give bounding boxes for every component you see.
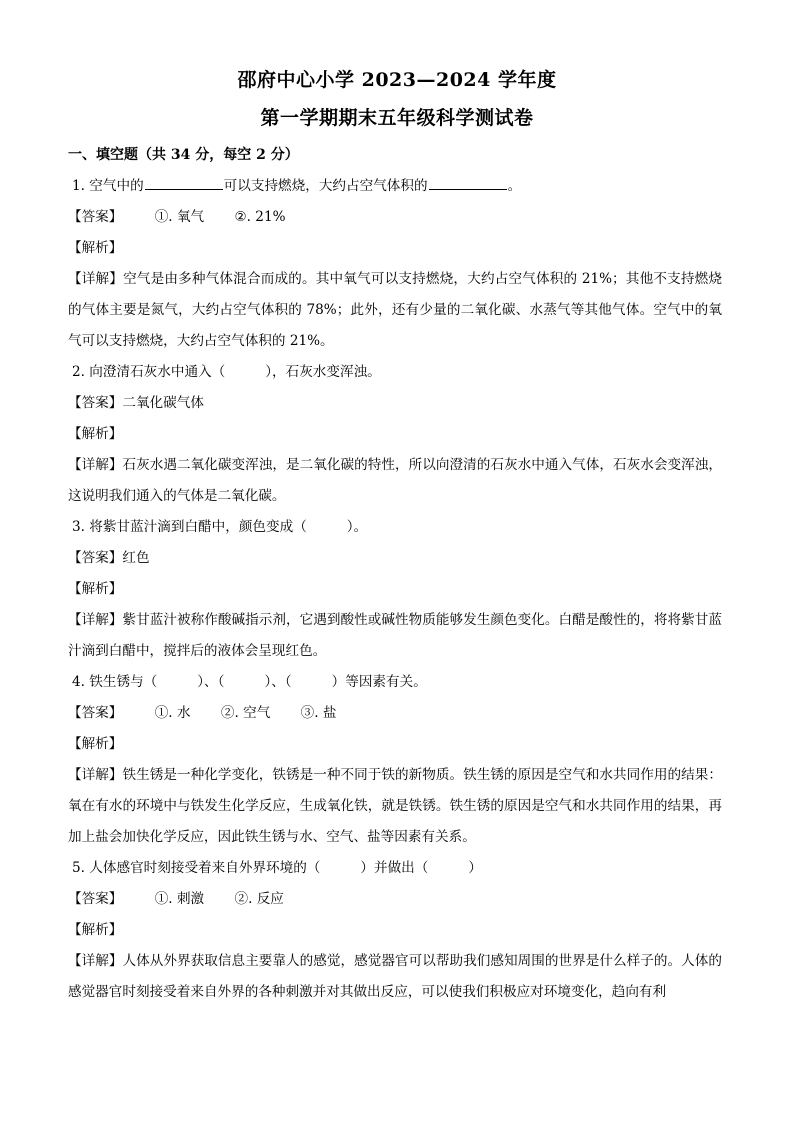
question-2-text-a: 2. 向澄清石灰水中通入（ [72, 364, 226, 380]
question-2 [72, 357, 722, 388]
question-4 [72, 667, 722, 698]
question-5-text-c: ） [468, 860, 482, 876]
question-3-text-a: 3. 将紫甘蓝汁滴到白醋中，颜色变成（ [72, 519, 307, 535]
answer-text: . 空气 [234, 705, 271, 721]
answer-label: 【答案】 [68, 395, 123, 411]
detail-paragraph-4 [68, 760, 722, 853]
analysis-label: 【解析】 [68, 581, 123, 597]
answer-blank [429, 175, 507, 190]
detail-paragraph-3 [68, 605, 722, 667]
detail-paragraph-1 [68, 264, 722, 357]
analysis-label: 【解析】 [68, 736, 123, 752]
analysis-label: 【解析】 [68, 922, 123, 938]
answer-text: . 反应 [248, 891, 284, 907]
answer-row-5 [68, 884, 722, 915]
answer-row-2 [68, 388, 722, 419]
answer-row-1 [68, 202, 722, 233]
detail-label: 【详解】 [68, 767, 123, 783]
answer-label: 【答案】 [68, 209, 123, 225]
answer-text: 二氧化碳气体 [122, 395, 204, 411]
answer-text: 红色 [122, 550, 150, 566]
question-4-text-a: 4. 铁生锈与（ [72, 674, 158, 690]
question-2-text-b: ），石灰水变浑浊。 [265, 364, 381, 380]
answer-item [234, 202, 285, 233]
detail-label: 【详解】 [68, 953, 123, 969]
answer-number: ② [220, 705, 235, 721]
question-3 [72, 512, 722, 543]
answer-text: . 水 [168, 705, 191, 721]
analysis-label: 【解析】 [68, 426, 123, 442]
answer-text: . 氧气 [168, 209, 205, 225]
detail-paragraph-5 [68, 946, 722, 1008]
detail-text: 石灰水遇二氧化碳变浑浊，是二氧化碳的特性，所以向澄清的石灰水中通入气体，石灰水会变浑浊，这说明我们通入的气体是二氧化碳。 [68, 457, 723, 504]
question-1-text-a: 1. 空气中的 [72, 178, 144, 194]
answer-number: ① [154, 209, 169, 225]
analysis-row-1 [68, 233, 722, 264]
exam-title-line1: 邵府中心小学 2023—2024 学年度 [237, 69, 557, 91]
answer-row-3 [68, 543, 722, 574]
answer-number: ① [154, 891, 169, 907]
exam-page [68, 62, 723, 1008]
answer-number: ② [234, 209, 247, 225]
analysis-row-3 [68, 574, 722, 605]
answer-text: . 刺激 [168, 891, 205, 907]
answer-number: ③ [300, 705, 315, 721]
answer-label: 【答案】 [68, 705, 123, 721]
detail-label: 【详解】 [68, 457, 123, 473]
answer-label: 【答案】 [68, 550, 123, 566]
detail-label: 【详解】 [68, 612, 123, 628]
question-5 [72, 853, 722, 884]
question-1-text-c: 。 [507, 178, 522, 194]
answer-text: . 盐 [314, 705, 337, 721]
question-4-text-c: ）、（ [264, 674, 292, 690]
detail-text: 紫甘蓝汁被称作酸碱指示剂，它遇到酸性或碱性物质能够发生颜色变化。白醋是酸性的，将将紫甘蓝汁滴到白醋中，搅拌后的液体会呈现红色。 [68, 612, 723, 659]
analysis-label: 【解析】 [68, 240, 123, 256]
answer-text: . 21% [246, 209, 286, 225]
detail-label: 【详解】 [68, 271, 124, 287]
detail-text: 人体从外界获取信息主要靠人的感觉，感觉器官可以帮助我们感知周围的世界是什么样子的。人体的感觉器官时刻接受着来自外界的各种刺激并对其做出反应，可以使我们积极应对环境变化，趋向有利 [68, 953, 723, 1000]
answer-row-4 [68, 698, 722, 729]
question-5-text-b: ）并做出（ [360, 860, 429, 876]
answer-number: ② [234, 891, 249, 907]
answer-item [221, 698, 270, 729]
answer-item [155, 884, 204, 915]
detail-paragraph-2 [68, 450, 722, 512]
analysis-row-5 [68, 915, 722, 946]
answer-item [301, 698, 337, 729]
question-1 [72, 171, 722, 202]
question-5-text-a: 5. 人体感官时刻接受着来自外界环境的（ [72, 860, 321, 876]
answer-item [234, 884, 283, 915]
section-heading: 一、填空题（共 34 分，每空 2 分） [68, 147, 299, 163]
exam-title-line2: 第一学期期末五年级科学测试卷 [260, 107, 534, 129]
analysis-row-4 [68, 729, 722, 760]
answer-blank [145, 175, 223, 190]
answer-label: 【答案】 [68, 891, 123, 907]
question-1-text-b: 可以支持燃烧，大约占空气体积的 [223, 178, 428, 194]
detail-text: 铁生锈是一种化学变化，铁锈是一种不同于铁的新物质。铁生锈的原因是空气和水共同作用的结果：氧在有水的环境中与铁发生化学反应，生成氧化铁，就是铁锈。铁生锈的原因是空气和水共同作用的结果，再加上盐会加快化学反应，因此铁生锈与水、空气、盐等因素有关系。 [68, 767, 723, 845]
detail-text: 空气是由多种气体混合而成的。其中氧气可以支持燃烧，大约占空气体积的 21%；其他不支持燃烧的气体主要是氮气，大约占空气体积的 78%；此外，还有少量的二氧化碳、水蒸气等其他气体。空气中的氧气可以支持燃烧，大约占空气体积的 21%。 [68, 271, 722, 349]
question-4-text-b: ）、（ [197, 674, 225, 690]
answer-item [155, 698, 191, 729]
answer-item [155, 202, 204, 233]
analysis-row-2 [68, 419, 722, 450]
answer-number: ① [154, 705, 169, 721]
question-3-text-b: ）。 [346, 519, 368, 535]
question-4-text-d: ）等因素有关。 [331, 674, 427, 690]
